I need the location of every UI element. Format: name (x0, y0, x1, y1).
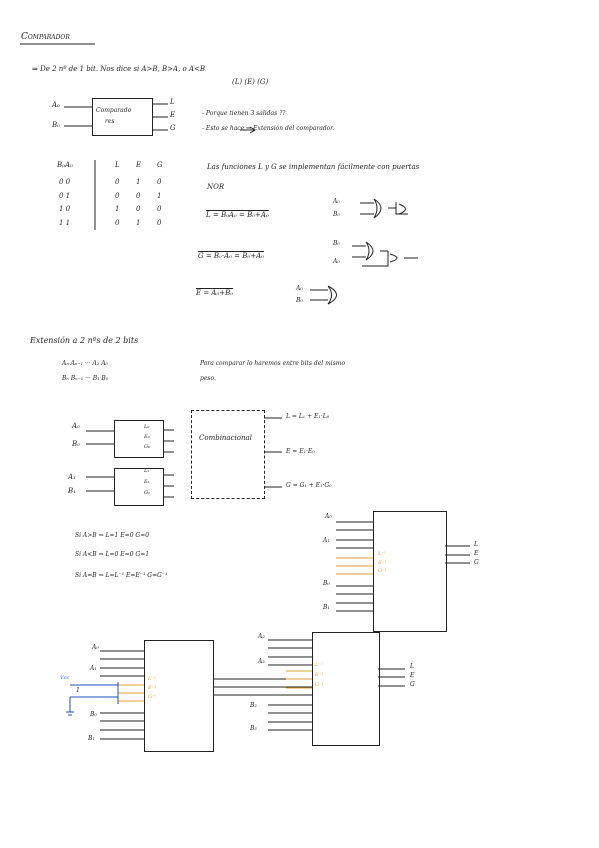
nor1-input-b: B₀ (333, 211, 340, 218)
ext-input-b1: B₁ (68, 487, 76, 495)
chip-carry-e: E⁻¹ (378, 560, 387, 566)
equation-l: L = B₀A₀ = B₀+A₀ (206, 211, 269, 219)
tt-row-cell: 0 (115, 178, 120, 186)
cascade-input-a0: A₀ (92, 644, 99, 651)
intro-line-1: ⇒ De 2 nº de 1 bit. Nos dice si A>B, B>A, o A<B (32, 65, 206, 73)
block1-input-b: B₀ (52, 121, 60, 129)
chip-input-b0: B₀ (323, 580, 330, 587)
tt-header-e: E (136, 161, 142, 169)
bit1-out-g: G₁ (144, 490, 150, 496)
tt-row-cell: 1 (115, 205, 120, 213)
block1-output-e: E (170, 111, 176, 119)
bit1-out-l: L₁ (144, 468, 150, 474)
combinational-label: Combinacional (199, 434, 252, 442)
equation-g: G = B₀·A₀ = B₀+A₀ (198, 252, 264, 260)
case-equal: Si A=B ⇒ L=L⁻¹ E=E⁻¹ G=G⁻¹ (75, 572, 168, 579)
cascade-high-carry-g: G⁻¹ (315, 682, 324, 688)
nor2-input-a: B₀ (333, 240, 340, 247)
tt-row-input: 1 1 (59, 219, 71, 227)
comparator-label-2: res (105, 118, 115, 125)
cascade-input-a3: A₃ (258, 658, 265, 665)
tt-row-cell: 0 (157, 178, 162, 186)
chip-input-b1: B₁ (323, 604, 330, 611)
xnor-input-a: A₀ (296, 285, 303, 292)
comparator-box (92, 98, 153, 136)
bit0-out-e: E₀ (144, 434, 150, 440)
case-greater: Si A>B ⇒ L=1 E=0 G=0 (75, 532, 150, 539)
chip-output-e: E (474, 550, 479, 557)
xnor-input-b: B₀ (296, 297, 303, 304)
tt-row-cell: 0 (157, 205, 162, 213)
tt-row-input: 1 0 (59, 205, 71, 213)
block1-output-l: L (170, 98, 175, 106)
ext-output-g: G = G₁ + E₁·G₀ (286, 482, 332, 489)
cascade-input-a2: A₂ (258, 633, 265, 640)
cascade-input-b0: B₀ (90, 711, 97, 718)
tt-row-cell: 0 (157, 219, 162, 227)
ext-input-a0: A₀ (72, 422, 80, 430)
chip-input-a1: A₁ (323, 537, 330, 544)
tt-row-cell: 1 (136, 178, 141, 186)
note-question: - Porque tienen 3 salidas ?? (202, 110, 286, 117)
combinational-block (191, 410, 265, 499)
cascade-output-g: G (410, 681, 415, 688)
ext-output-l: L = L₁ + E₁·L₀ (286, 413, 330, 420)
cascade-input-b2: B₂ (250, 702, 257, 709)
ext-input-a1: A₁ (68, 473, 76, 481)
cascade-low-carry-l: L⁻¹ (148, 676, 156, 682)
cascade-output-e: E (410, 672, 415, 679)
vcc-label: Vcc (60, 675, 70, 681)
extension-desc-2: peso. (200, 375, 216, 382)
block1-output-g: G (170, 124, 176, 132)
note-answer: - Esto se hace ⇒ Extensión del comparador. (202, 125, 335, 132)
logic-one-label: 1 (76, 687, 80, 694)
tt-row-cell: 1 (136, 219, 141, 227)
cascade-input-b1: B₁ (88, 735, 95, 742)
cascade-high-carry-l: L⁻¹ (315, 662, 323, 668)
ext-output-e: E = E₁·E₀ (286, 448, 315, 455)
bit0-out-g: G₀ (144, 444, 150, 450)
chip-carry-l: L⁻¹ (378, 551, 386, 557)
chip-input-a0: A₀ (325, 513, 332, 520)
intro-line-2: (L) (E) (G) (232, 78, 269, 86)
cascade-chip-high (312, 632, 380, 746)
bit0-out-l: L₀ (144, 424, 150, 430)
tt-header-l: L (115, 161, 120, 169)
functions-text-2: NOR (207, 183, 225, 191)
chip-output-g: G (474, 559, 479, 566)
case-less: Si A<B ⇒ L=0 E=0 G=1 (75, 551, 150, 558)
cascade-input-b3: B₃ (250, 725, 257, 732)
cascade-output-l: L (410, 663, 414, 670)
extension-b-sequence: Bₙ Bₙ₋₁ ··· B₁ B₀ (62, 375, 109, 382)
equation-e: E = A₀+B₀ (196, 289, 234, 297)
extension-desc-1: Para comparar lo haremos entre bits del mismo (200, 360, 346, 367)
extension-a-sequence: Aₙ Aₙ₋₁ ··· A₁ A₀ (62, 360, 108, 367)
tt-header-input: B₀A₀ (57, 161, 73, 169)
tt-row-cell: 0 (115, 192, 120, 200)
tt-row-cell: 0 (136, 205, 141, 213)
tt-header-g: G (157, 161, 163, 169)
nor2-input-b: A₀ (333, 258, 340, 265)
tt-row-input: 0 0 (59, 178, 71, 186)
tt-row-cell: 0 (115, 219, 120, 227)
extension-title: Extensión a 2 nºs de 2 bits (30, 336, 139, 345)
bit1-out-e: E₁ (144, 479, 150, 485)
ext-input-b0: B₀ (72, 440, 80, 448)
chip-carry-g: G⁻¹ (378, 568, 387, 574)
comparator-label-1: Comparado (96, 107, 132, 114)
tt-row-input: 0 1 (59, 192, 71, 200)
nor1-input-a: A₀ (333, 198, 340, 205)
cascade-low-carry-e: E⁻¹ (148, 685, 157, 691)
tt-row-cell: 1 (157, 192, 162, 200)
block1-input-a: A₀ (52, 101, 60, 109)
chip-output-l: L (474, 541, 478, 548)
comparator-bit1-box (114, 468, 164, 506)
tt-row-cell: 0 (136, 192, 141, 200)
cascade-low-carry-g: G⁻¹ (148, 694, 157, 700)
cascade-input-a1: A₁ (90, 665, 97, 672)
functions-text-1: Las funciones L y G se implementan fácilmente con puertas (207, 163, 420, 171)
cascade-high-carry-e: E⁻¹ (315, 672, 324, 678)
comparator-bit0-box (114, 420, 164, 458)
page-title: Comparador (21, 32, 70, 42)
